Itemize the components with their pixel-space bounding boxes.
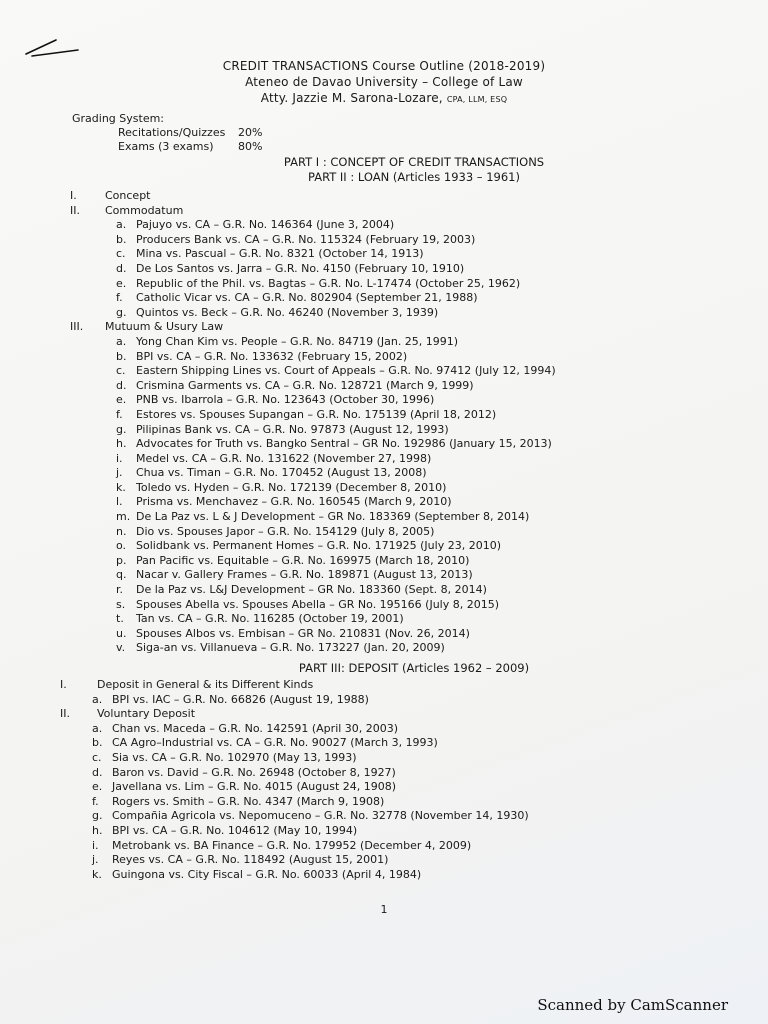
case-item [70,481,556,496]
case-item [70,423,556,438]
case-citation: Chan vs. Maceda – G.R. No. 142591 (April 30, 2003) [112,721,399,735]
case-letter: d. [92,765,103,779]
part3-outline [60,678,529,882]
case-citation: CA Agro–Industrial vs. CA – G.R. No. 90027 (March 3, 1993) [112,736,438,750]
part3-title: PART III: DEPOSIT (Articles 1962 – 2009) [298,661,530,675]
case-citation: Catholic Vicar vs. CA – G.R. No. 802904 (September 21, 1988) [136,291,478,305]
section-title: Commodatum [105,203,184,217]
case-citation: Prisma vs. Menchavez – G.R. No. 160545 (March 9, 2010) [136,495,452,509]
section-heading [70,320,556,335]
case-letter: j. [116,466,123,480]
case-item [70,627,556,642]
case-citation: Metrobank vs. BA Finance – G.R. No. 179952 (December 4, 2009) [112,838,472,852]
case-citation: Quintos vs. Beck – G.R. No. 46240 (November 3, 1939) [136,305,439,319]
grading-label: Exams (3 exams) [118,140,214,153]
case-item [70,393,556,408]
case-citation: De la Paz vs. L&J Development – GR No. 183360 (Sept. 8, 2014) [136,583,487,597]
case-citation: PNB vs. Ibarrola – G.R. No. 123643 (October 30, 1996) [136,393,435,407]
case-item [70,306,556,321]
case-item [60,795,529,810]
case-letter: i. [116,451,123,465]
case-item [60,736,529,751]
case-letter: a. [92,692,103,706]
section-title: Voluntary Deposit [97,707,196,721]
case-letter: a. [116,218,127,232]
page-number: 1 [380,903,388,916]
case-item [60,868,529,883]
case-item [70,408,556,423]
case-item [60,780,529,795]
part2-outline [70,189,556,656]
case-letter: g. [116,422,127,436]
instructor-line [0,90,768,108]
case-citation: Crismina Garments vs. CA – G.R. No. 128721 (March 9, 1999) [136,378,474,392]
case-citation: Pilipinas Bank vs. CA – G.R. No. 97873 (August 12, 1993) [136,422,449,436]
case-item [70,510,556,525]
instructor-name: Atty. Jazzie M. Sarona-Lozare, [260,91,443,105]
grading-value: 80% [238,140,263,153]
part2-title: PART II : LOAN (Articles 1933 – 1961) [308,170,520,184]
section-heading [70,189,556,204]
case-item [70,379,556,394]
case-citation: Sia vs. CA – G.R. No. 102970 (May 13, 1993) [112,750,357,764]
case-letter: u. [116,626,127,640]
case-letter: c. [116,364,126,378]
case-item [70,350,556,365]
case-citation: Spouses Abella vs. Spouses Abella – GR No. 195166 (July 8, 2015) [136,597,500,611]
case-citation: Tan vs. CA – G.R. No. 116285 (October 19, 2001) [136,612,404,626]
section-title: Deposit in General & its Different Kinds [97,678,314,691]
grading-row [72,140,262,154]
case-letter: d. [116,378,127,392]
case-citation: Eastern Shipping Lines vs. Court of Appeals – G.R. No. 97412 (July 12, 1994) [136,364,556,378]
case-citation: Solidbank vs. Permanent Homes – G.R. No. 171925 (July 23, 2010) [136,539,501,553]
case-item [70,641,556,656]
section-number: I. [60,678,67,691]
case-citation: Spouses Albos vs. Embisan – GR No. 210831 (Nov. 26, 2014) [136,626,470,640]
case-item [70,539,556,554]
case-letter: b. [116,349,127,363]
case-letter: p. [116,553,127,567]
case-letter: n. [116,524,127,538]
case-letter: k. [92,867,102,881]
case-item [60,853,529,868]
case-item [60,839,529,854]
case-letter: e. [116,393,127,407]
case-citation: Pajuyo vs. CA – G.R. No. 146364 (June 3, 2004) [136,218,395,232]
case-letter: l. [116,495,123,509]
case-item [60,722,529,737]
case-item [60,693,529,708]
university-name: Ateneo de Davao University – College of Law [245,75,523,89]
case-citation: Compañia Agricola vs. Nepomuceno – G.R. No. 32778 (November 14, 1930) [112,809,529,823]
instructor-credentials: CPA, LLM, ESQ [446,95,508,104]
case-letter: c. [92,750,102,764]
grading-title: Grading System: [72,112,165,125]
case-item [70,277,556,292]
case-letter: a. [116,334,127,348]
case-citation: Reyes vs. CA – G.R. No. 118492 (August 15, 2001) [112,853,389,867]
case-item [70,262,556,277]
case-citation: Dio vs. Spouses Japor – G.R. No. 154129 (July 8, 2005) [136,524,435,538]
section-number: II. [60,707,70,721]
section-title: Concept [105,189,151,202]
case-citation: Guingona vs. City Fiscal – G.R. No. 60033 (April 4, 1984) [112,867,422,881]
case-citation: Rogers vs. Smith – G.R. No. 4347 (March 9, 1908) [112,794,385,808]
part1-title: PART I : CONCEPT OF CREDIT TRANSACTIONS [283,155,545,169]
case-letter: m. [116,510,131,524]
case-item [60,751,529,766]
case-letter: k. [116,480,126,494]
case-citation: Medel vs. CA – G.R. No. 131622 (November 27, 1998) [136,451,432,465]
case-letter: g. [116,305,127,319]
case-citation: Nacar v. Gallery Frames – G.R. No. 189871 (August 13, 2013) [136,568,473,582]
case-citation: Baron vs. David – G.R. No. 26948 (October 8, 1927) [112,765,396,779]
case-letter: h. [116,437,127,451]
case-item [70,612,556,627]
case-item [70,364,556,379]
grading-value: 20% [238,126,263,139]
case-letter: o. [116,539,127,553]
scanner-watermark: Scanned by CamScanner [537,996,728,1014]
case-citation: Producers Bank vs. CA – G.R. No. 115324 (February 19, 2003) [136,232,476,246]
case-item [70,233,556,248]
case-letter: h. [92,823,103,837]
section-heading [70,204,556,219]
case-item [70,247,556,262]
grading-system [72,112,262,154]
grading-label: Recitations/Quizzes [118,126,226,139]
document-header [0,58,768,108]
case-citation: Estores vs. Spouses Supangan – G.R. No. 175139 (April 18, 2012) [136,407,497,421]
case-citation: Javellana vs. Lim – G.R. No. 4015 (August 24, 1908) [112,780,397,794]
case-item [70,568,556,583]
section-title: Mutuum & Usury Law [105,320,224,334]
section-number: I. [70,189,77,202]
case-item [60,809,529,824]
pen-checkmark-icon [22,36,82,60]
case-letter: t. [116,612,124,626]
case-citation: Advocates for Truth vs. Bangko Sentral – GR No. 192986 (January 15, 2013) [136,437,552,451]
case-item [70,598,556,613]
case-item [70,452,556,467]
section-heading [60,678,529,693]
case-item [60,766,529,781]
case-item [70,554,556,569]
case-letter: b. [92,736,103,750]
case-letter: g. [92,809,103,823]
section-number: II. [70,203,80,217]
case-item [70,218,556,233]
case-letter: b. [116,232,127,246]
case-item [70,437,556,452]
case-item [70,291,556,306]
case-letter: s. [116,597,126,611]
case-letter: c. [116,247,126,261]
case-letter: q. [116,568,127,582]
case-citation: Republic of the Phil. vs. Bagtas – G.R. No. L-17474 (October 25, 1962) [136,276,521,290]
course-title: CREDIT TRANSACTIONS Course Outline (2018-2019) [222,59,546,73]
case-letter: r. [116,583,124,597]
case-citation: BPI vs. CA – G.R. No. 104612 (May 10, 1994) [112,823,358,837]
case-citation: Chua vs. Timan – G.R. No. 170452 (August 13, 2008) [136,466,427,480]
case-citation: Pan Pacific vs. Equitable – G.R. No. 169975 (March 18, 2010) [136,553,470,567]
case-citation: De Los Santos vs. Jarra – G.R. No. 4150 (February 10, 1910) [136,261,465,275]
case-item [70,335,556,350]
section-heading [60,707,529,722]
case-item [70,495,556,510]
case-letter: f. [116,407,123,421]
case-citation: BPI vs. IAC – G.R. No. 66826 (August 19, 1988) [112,692,369,706]
case-item [70,525,556,540]
case-item [60,824,529,839]
case-letter: e. [92,780,103,794]
case-item [70,466,556,481]
grading-row [72,126,262,140]
case-letter: f. [116,291,123,305]
case-letter: d. [116,261,127,275]
case-citation: BPI vs. CA – G.R. No. 133632 (February 15, 2002) [136,349,408,363]
case-citation: Toledo vs. Hyden – G.R. No. 172139 (December 8, 2010) [136,480,447,494]
case-letter: v. [116,641,126,655]
section-number: III. [70,320,84,334]
case-letter: e. [116,276,127,290]
case-citation: Siga-an vs. Villanueva – G.R. No. 173227 (Jan. 20, 2009) [136,641,445,655]
case-item [70,583,556,598]
case-letter: j. [92,853,99,867]
case-citation: De La Paz vs. L & J Development – GR No. 183369 (September 8, 2014) [136,510,530,524]
case-citation: Mina vs. Pascual – G.R. No. 8321 (October 14, 1913) [136,247,424,261]
case-citation: Yong Chan Kim vs. People – G.R. No. 84719 (Jan. 25, 1991) [136,334,459,348]
case-letter: i. [92,838,99,852]
case-letter: f. [92,794,99,808]
case-letter: a. [92,721,103,735]
